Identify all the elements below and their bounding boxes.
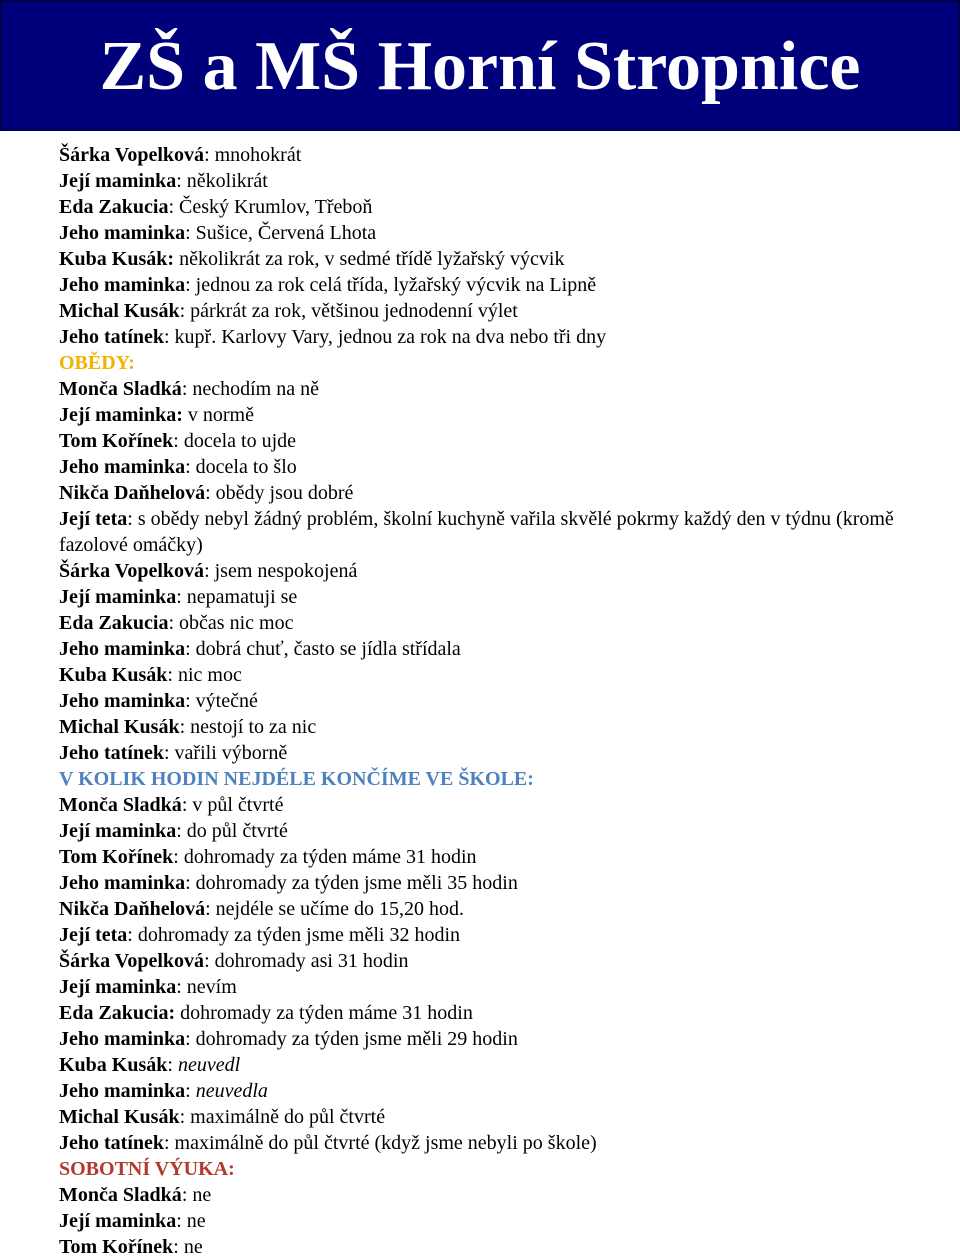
answer-line bbox=[59, 194, 939, 220]
answer-line bbox=[59, 142, 939, 168]
answer-text: : nejdéle se učíme do 15,20 hod. bbox=[205, 898, 464, 920]
answer-line bbox=[59, 168, 939, 194]
answer-line bbox=[59, 1234, 939, 1260]
respondent-name: Monča Sladká bbox=[59, 1184, 182, 1206]
answer-text: : ne bbox=[173, 1236, 203, 1258]
answer-line bbox=[59, 376, 939, 402]
answer-text: : maximálně do půl čtvrté bbox=[179, 1106, 386, 1128]
answer-text: : Český Krumlov, Třeboň bbox=[168, 196, 373, 218]
answer-text: : ne bbox=[181, 1184, 212, 1206]
section-obedy bbox=[59, 350, 939, 766]
answer-text: : maximálně do půl čtvrté (když jsme nebyli po škole) bbox=[164, 1132, 597, 1154]
respondent-name: Jeho maminka bbox=[59, 456, 186, 478]
answer-text: : jednou za rok celá třída, lyžařský výcvik na Lipně bbox=[185, 274, 597, 296]
section-heading-obedy: OBĚDY: bbox=[59, 352, 135, 374]
answer-line bbox=[59, 974, 939, 1000]
answer-text: : Sušice, Červená Lhota bbox=[185, 222, 377, 244]
answer-line bbox=[59, 1078, 939, 1104]
answer-line bbox=[59, 948, 939, 974]
answer-line bbox=[59, 844, 939, 870]
respondent-name: Jeho maminka bbox=[59, 274, 186, 296]
respondent-name: Její teta bbox=[59, 508, 128, 530]
answer-line bbox=[59, 740, 939, 766]
respondent-name: Eda Zakucia: bbox=[59, 1002, 176, 1024]
answer-line bbox=[59, 506, 939, 558]
respondent-name: Jeho tatínek bbox=[59, 1132, 164, 1154]
respondent-name: Michal Kusák bbox=[59, 300, 180, 322]
answer-line bbox=[59, 922, 939, 948]
respondent-name: Její teta bbox=[59, 924, 128, 946]
answer-line bbox=[59, 1052, 939, 1078]
answer-line bbox=[59, 220, 939, 246]
respondent-name: Eda Zakucia bbox=[59, 196, 169, 218]
answer-line bbox=[59, 1104, 939, 1130]
header-banner bbox=[0, 0, 960, 131]
respondent-name: Tom Kořínek bbox=[59, 1236, 174, 1258]
answer-line bbox=[59, 1026, 939, 1052]
answer-italic: neuvedla bbox=[195, 1080, 268, 1102]
answer-text: : dohromady za týden máme 31 hodin bbox=[173, 846, 477, 868]
section-heading-hodiny: V KOLIK HODIN NEJDÉLE KONČÍME VE ŠKOLE: bbox=[59, 768, 534, 790]
answer-text: : do půl čtvrté bbox=[176, 820, 288, 842]
answer-text: : s obědy nebyl žádný problém, školní kuchyně vařila skvělé pokrmy každý den v týdnu (kromě fazolové omáčky) bbox=[59, 508, 894, 556]
respondent-name: Jeho tatínek bbox=[59, 742, 164, 764]
respondent-name: Monča Sladká bbox=[59, 378, 182, 400]
answer-line bbox=[59, 818, 939, 844]
answer-text: několikrát za rok, v sedmé třídě lyžařský výcvik bbox=[174, 248, 565, 270]
answer-text: : dohromady asi 31 hodin bbox=[204, 950, 409, 972]
respondent-name: Jeho tatínek bbox=[59, 326, 164, 348]
respondent-name: Její maminka bbox=[59, 170, 177, 192]
answer-line bbox=[59, 688, 939, 714]
answer-text: : docela to šlo bbox=[185, 456, 297, 478]
respondent-name: Nikča Daňhelová bbox=[59, 482, 206, 504]
answer-text: : párkrát za rok, většinou jednodenní výlet bbox=[179, 300, 518, 322]
respondent-name: Šárka Vopelková bbox=[59, 144, 205, 166]
section-heading-sobota: SOBOTNÍ VÝUKA: bbox=[59, 1158, 235, 1180]
respondent-name: Šárka Vopelková bbox=[59, 560, 205, 582]
answer-text: : výtečné bbox=[185, 690, 258, 712]
answer-line bbox=[59, 792, 939, 818]
answer-text: : bbox=[185, 1080, 196, 1102]
answer-line bbox=[59, 1182, 939, 1208]
answer-text: : vařili výborně bbox=[164, 742, 288, 764]
respondent-name: Jeho maminka bbox=[59, 1080, 186, 1102]
respondent-name: Šárka Vopelková bbox=[59, 950, 205, 972]
respondent-name: Jeho maminka bbox=[59, 1028, 186, 1050]
answer-line bbox=[59, 480, 939, 506]
answer-text: : kupř. Karlovy Vary, jednou za rok na dva nebo tři dny bbox=[164, 326, 607, 348]
respondent-name: Tom Kořínek bbox=[59, 846, 174, 868]
answer-line bbox=[59, 662, 939, 688]
answer-text: : občas nic moc bbox=[168, 612, 294, 634]
answer-text: : dohromady za týden jsme měli 35 hodin bbox=[185, 872, 518, 894]
answer-line bbox=[59, 558, 939, 584]
answer-text: : jsem nespokojená bbox=[204, 560, 358, 582]
respondent-name: Jeho maminka bbox=[59, 690, 186, 712]
answer-line bbox=[59, 896, 939, 922]
answer-text: dohromady za týden máme 31 hodin bbox=[175, 1002, 473, 1024]
answer-text: : obědy jsou dobré bbox=[205, 482, 354, 504]
answer-text: : nepamatuji se bbox=[176, 586, 298, 608]
page-title: ZŠ a MŠ Horní Stropnice bbox=[99, 27, 861, 105]
answer-text: : dobrá chuť, často se jídla střídala bbox=[185, 638, 461, 660]
document-body bbox=[59, 142, 939, 1260]
answer-line bbox=[59, 298, 939, 324]
respondent-name: Její maminka bbox=[59, 1210, 177, 1232]
answer-line bbox=[59, 610, 939, 636]
answer-line bbox=[59, 454, 939, 480]
answer-line bbox=[59, 272, 939, 298]
answer-line bbox=[59, 428, 939, 454]
respondent-name: Kuba Kusák: bbox=[59, 248, 175, 270]
respondent-name: Jeho maminka bbox=[59, 638, 186, 660]
respondent-name: Tom Kořínek bbox=[59, 430, 174, 452]
answer-text: : dohromady za týden jsme měli 29 hodin bbox=[185, 1028, 518, 1050]
answer-text: : mnohokrát bbox=[204, 144, 302, 166]
respondent-name: Její maminka bbox=[59, 976, 177, 998]
answer-text: : nic moc bbox=[167, 664, 242, 686]
answer-line bbox=[59, 402, 939, 428]
respondent-name: Michal Kusák bbox=[59, 1106, 180, 1128]
respondent-name: Kuba Kusák bbox=[59, 1054, 168, 1076]
answer-text: : několikrát bbox=[176, 170, 268, 192]
answer-line bbox=[59, 1000, 939, 1026]
answer-text: : nechodím na ně bbox=[181, 378, 319, 400]
answer-text: : dohromady za týden jsme měli 32 hodin bbox=[127, 924, 461, 946]
section-intro bbox=[59, 142, 939, 350]
section-sobota bbox=[59, 1156, 939, 1260]
answer-text: : bbox=[167, 1054, 178, 1076]
answer-text: : nestojí to za nic bbox=[179, 716, 317, 738]
respondent-name: Kuba Kusák bbox=[59, 664, 168, 686]
respondent-name: Michal Kusák bbox=[59, 716, 180, 738]
respondent-name: Její maminka bbox=[59, 586, 177, 608]
respondent-name: Jeho maminka bbox=[59, 222, 186, 244]
answer-line bbox=[59, 246, 939, 272]
section-hodiny bbox=[59, 766, 939, 1156]
answer-italic: neuvedl bbox=[177, 1054, 241, 1076]
answer-text: : ne bbox=[176, 1210, 206, 1232]
answer-line bbox=[59, 1208, 939, 1234]
answer-line bbox=[59, 636, 939, 662]
answer-text: : docela to ujde bbox=[173, 430, 297, 452]
answer-text: v normě bbox=[182, 404, 254, 426]
answer-line bbox=[59, 584, 939, 610]
answer-line bbox=[59, 714, 939, 740]
answer-line bbox=[59, 870, 939, 896]
respondent-name: Nikča Daňhelová bbox=[59, 898, 206, 920]
answer-line bbox=[59, 1130, 939, 1156]
respondent-name: Její maminka bbox=[59, 820, 177, 842]
answer-text: : nevím bbox=[176, 976, 237, 998]
answer-text: : v půl čtvrté bbox=[181, 794, 284, 816]
respondent-name: Eda Zakucia bbox=[59, 612, 169, 634]
respondent-name: Jeho maminka bbox=[59, 872, 186, 894]
answer-line bbox=[59, 324, 939, 350]
respondent-name: Monča Sladká bbox=[59, 794, 182, 816]
respondent-name: Její maminka: bbox=[59, 404, 183, 426]
